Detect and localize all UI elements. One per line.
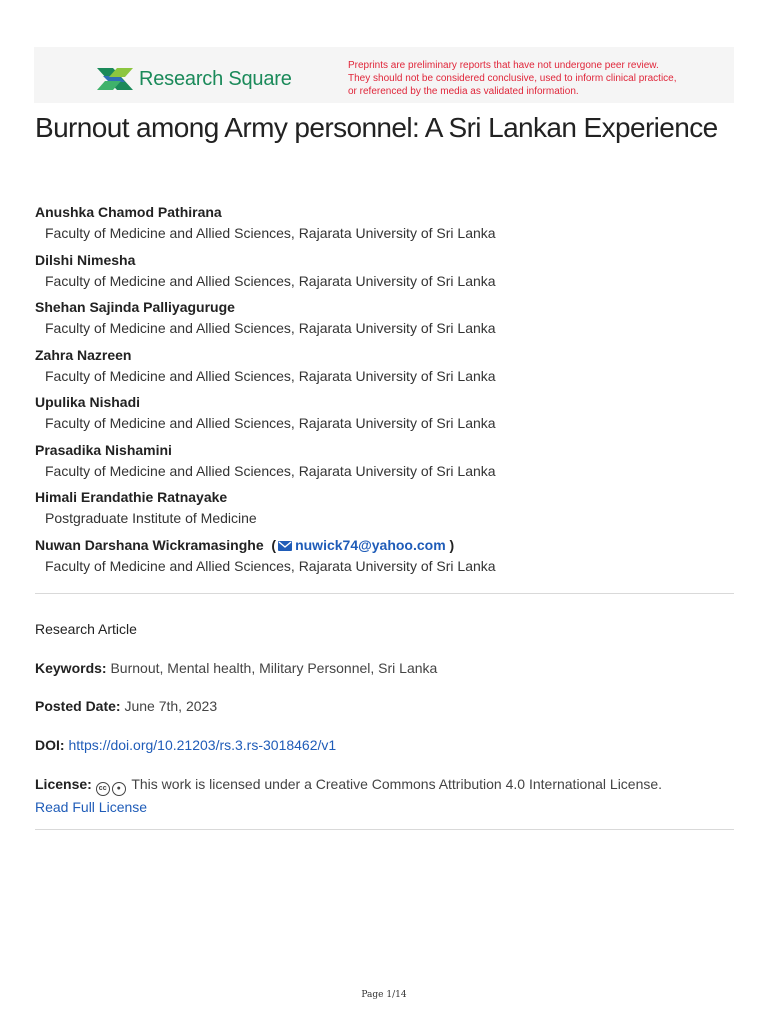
attribution-person-icon: ● — [112, 782, 126, 796]
notice-line: They should not be considered conclusive, used to inform clinical practice, — [348, 73, 677, 84]
author-entry — [35, 392, 735, 440]
author-affiliation: Faculty of Medicine and Allied Sciences, Rajarata University of Sri Lanka — [45, 320, 496, 336]
author-entry — [35, 250, 735, 298]
author-affiliation: Faculty of Medicine and Allied Sciences, Rajarata University of Sri Lanka — [45, 415, 496, 431]
page-number: Page 1/14 — [361, 990, 407, 1000]
author-entry — [35, 345, 735, 393]
author-name: Anushka Chamod Pathirana — [35, 204, 222, 220]
author-affiliation: Faculty of Medicine and Allied Sciences, Rajarata University of Sri Lanka — [45, 462, 496, 479]
posted-date-row — [35, 695, 735, 717]
research-square-logo-icon — [95, 64, 135, 94]
author-list — [35, 202, 735, 582]
creative-commons-icon: cc — [96, 782, 110, 796]
email-close-paren: ) — [445, 536, 455, 553]
author-name: Prasadika Nishamini — [35, 441, 172, 458]
notice-line: or referenced by the media as validated information. — [348, 86, 579, 97]
author-name: Shehan Sajinda Palliyaguruge — [35, 299, 235, 315]
brand-name[interactable]: Research Square — [139, 68, 292, 90]
posted-date-label: Posted Date: — [35, 698, 121, 714]
doi-label: DOI: — [35, 737, 65, 753]
author-name: Himali Erandathie Ratnayake — [35, 489, 228, 505]
author-affiliation: Postgraduate Institute of Medicine — [45, 510, 257, 526]
author-entry — [35, 487, 735, 535]
license-row — [35, 773, 735, 818]
author-affiliation: Faculty of Medicine and Allied Sciences, Rajarata University of Sri Lanka — [45, 225, 496, 241]
author-name: Upulika Nishadi — [35, 394, 141, 410]
author-affiliation: Faculty of Medicine and Allied Sciences, Rajarata University of Sri Lanka — [45, 557, 496, 574]
paper-title: Burnout among Army personnel: A Sri Lankan Experience — [35, 112, 718, 143]
keywords-value: Burnout, Mental health, Military Personnel, Sri Lanka — [110, 660, 438, 676]
divider — [35, 829, 734, 830]
read-full-license-link[interactable]: Read Full License — [35, 799, 148, 815]
author-name: Nuwan Darshana Wickramasinghe — [35, 536, 264, 553]
license-text: This work is licensed under a Creative Commons Attribution 4.0 International License. — [131, 776, 663, 792]
notice-line: Preprints are preliminary reports that have not undergone peer review. — [348, 60, 659, 71]
author-name: Dilshi Nimesha — [35, 251, 136, 268]
corresponding-author — [35, 535, 735, 555]
posted-date-value: June 7th, 2023 — [124, 698, 218, 714]
license-label: License: — [35, 776, 92, 792]
article-type: Research Article — [35, 621, 137, 637]
keywords-row — [35, 657, 735, 679]
doi-row — [35, 734, 735, 756]
envelope-icon — [278, 541, 292, 551]
author-email-link[interactable]: nuwick74@yahoo.com — [295, 536, 446, 553]
keywords-label: Keywords: — [35, 660, 107, 676]
author-entry — [35, 297, 735, 345]
author-affiliation: Faculty of Medicine and Allied Sciences, Rajarata University of Sri Lanka — [45, 272, 496, 289]
email-open-paren: ( — [267, 536, 277, 553]
doi-link[interactable]: https://doi.org/10.21203/rs.3.rs-3018462/v1 — [68, 737, 337, 753]
divider — [35, 593, 734, 594]
preprint-notice — [348, 59, 708, 98]
author-entry — [35, 440, 735, 488]
author-name: Zahra Nazreen — [35, 346, 132, 363]
author-entry — [35, 535, 735, 583]
author-entry — [35, 202, 735, 250]
author-affiliation: Faculty of Medicine and Allied Sciences, Rajarata University of Sri Lanka — [45, 367, 496, 384]
